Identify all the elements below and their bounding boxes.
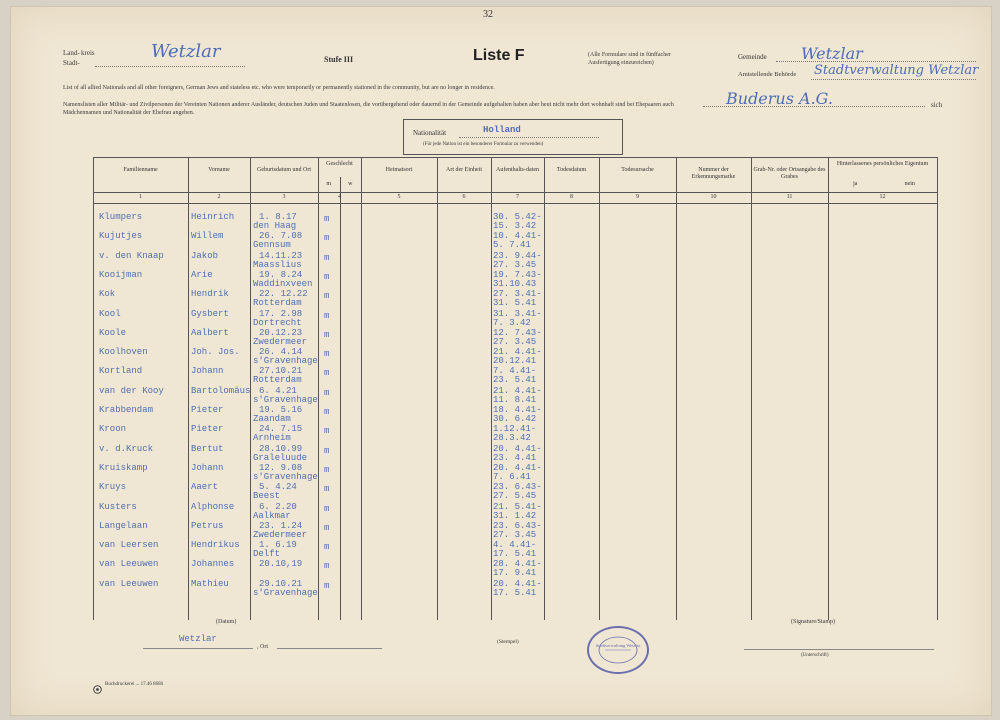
sich-label: sich bbox=[931, 101, 943, 109]
column-header: Heimatsort bbox=[385, 167, 413, 173]
cell-birth-place: den Haag bbox=[253, 221, 297, 231]
cell-birth-place: s'Gravenhage bbox=[253, 471, 318, 482]
cell-birth-date: 1. 8.17 bbox=[259, 212, 297, 222]
cell-stay-from: 27. 3.41- bbox=[493, 289, 542, 300]
cell-stay-from: 18. 4.41- bbox=[493, 405, 542, 415]
cell-birth-place: Delft bbox=[253, 549, 281, 560]
cell-birth-place: Graleluude bbox=[253, 452, 308, 463]
kreis-suffix-label: kreis bbox=[81, 49, 95, 57]
cell-sex: m bbox=[324, 310, 330, 321]
cell-surname: v. d.Kruck bbox=[99, 443, 154, 454]
table-row bbox=[93, 559, 937, 580]
column-number: 6 bbox=[462, 194, 466, 200]
behoerde-label: Amtstellende Behörde bbox=[738, 71, 797, 78]
table-row bbox=[93, 463, 937, 484]
cell-birth-date: 12. 9.08 bbox=[259, 462, 303, 473]
cell-surname: Kujutjes bbox=[99, 231, 143, 242]
cell-first-name: Aalbert bbox=[191, 327, 229, 338]
cell-stay-to: 31. 5.41 bbox=[493, 298, 537, 309]
nationalitaet-label: Nationalität bbox=[413, 129, 447, 137]
unterschrift-label: (Unterschrift) bbox=[801, 653, 829, 658]
cell-sex: m bbox=[324, 445, 330, 456]
table-row bbox=[93, 540, 937, 561]
cell-birth-place: s'Gravenhage bbox=[253, 587, 318, 598]
cell-stay-to: 23. 4.41 bbox=[493, 452, 537, 463]
cell-sex: m bbox=[324, 214, 330, 224]
cell-sex: m bbox=[324, 252, 330, 263]
table-row bbox=[93, 231, 937, 252]
column-header: Grab-Nr. oder Ortsangabe des Grabes bbox=[753, 167, 826, 180]
cell-birth-date: 22. 12.22 bbox=[259, 289, 308, 300]
cell-first-name: Petrus bbox=[191, 520, 224, 531]
cell-first-name: Arie bbox=[191, 269, 213, 280]
cell-birth-place: Waddinxveen bbox=[253, 278, 313, 289]
column-number: 8 bbox=[570, 194, 573, 200]
cell-first-name: Hendrikus bbox=[191, 540, 240, 551]
stempel-label: (Stempel) bbox=[497, 639, 519, 645]
cell-stay-to: 27. 3.45 bbox=[493, 259, 537, 270]
cell-first-name: Mathieu bbox=[191, 578, 229, 589]
cell-stay-to: 31.10.43 bbox=[493, 278, 537, 289]
cell-sex: m bbox=[324, 368, 330, 379]
cell-stay-to: 20.12.41 bbox=[493, 356, 537, 367]
cell-surname: Langelaan bbox=[99, 520, 148, 531]
cell-surname: van Leersen bbox=[99, 540, 159, 551]
cell-birth-place: Aalkmar bbox=[253, 510, 291, 521]
cell-sex: m bbox=[324, 271, 330, 282]
cell-first-name: Pieter bbox=[191, 424, 224, 435]
cell-stay-from: 7. 4.41- bbox=[493, 366, 537, 377]
cell-surname: Kool bbox=[99, 308, 121, 319]
cell-stay-to: 17. 9.41 bbox=[493, 568, 537, 579]
stamp-seal-icon bbox=[589, 628, 647, 672]
column-number: 3 bbox=[282, 194, 286, 200]
column-header: Hinterlassenes persönliches Eigentum bbox=[836, 161, 929, 167]
column-subheader: ja bbox=[853, 181, 858, 187]
cell-birth-date: 26. 4.14 bbox=[259, 347, 303, 358]
column-header: Aufenthalts-daten bbox=[496, 167, 539, 173]
cell-birth-place: Arnheim bbox=[253, 433, 291, 444]
firm-value: Buderus A.G. bbox=[726, 89, 833, 108]
cell-sex: m bbox=[324, 329, 330, 340]
cell-sex: m bbox=[324, 503, 330, 514]
cell-stay-from: 1.12.41- bbox=[493, 424, 537, 435]
cell-stay-from: 10. 4.41- bbox=[493, 231, 542, 242]
cell-birth-date: 27.10.21 bbox=[259, 366, 303, 377]
cell-sex: m bbox=[324, 580, 330, 591]
cell-stay-to: 5. 7.41 bbox=[493, 240, 531, 251]
column-divider bbox=[937, 157, 938, 620]
cell-stay-to: 23. 5.41 bbox=[493, 375, 537, 386]
column-header: Geburtsdatum und Ort bbox=[257, 167, 311, 173]
cell-birth-place: Rotterdam bbox=[253, 375, 302, 386]
cell-stay-to: 30. 6.42 bbox=[493, 414, 537, 424]
forms-note: (Alle Formulare sind in fünffacher Ausfertigung einzureichen) bbox=[588, 52, 671, 66]
cell-stay-from: 23. 6.43- bbox=[493, 520, 542, 531]
cell-first-name: Hendrik bbox=[191, 289, 229, 300]
cell-birth-date: 14.11.23 bbox=[259, 250, 303, 261]
cell-stay-from: 20. 4.41- bbox=[493, 578, 542, 589]
table-row bbox=[93, 386, 937, 407]
gemeinde-value: Wetzlar bbox=[801, 44, 863, 63]
cell-birth-date: 1. 6.19 bbox=[259, 540, 297, 551]
column-subheader: w bbox=[348, 181, 353, 187]
cell-first-name: Bertut bbox=[191, 443, 224, 454]
table-row bbox=[93, 482, 937, 503]
column-subheader: m bbox=[326, 181, 332, 187]
cell-stay-to: 17. 5.41 bbox=[493, 587, 537, 598]
cell-first-name: Gysbert bbox=[191, 308, 229, 319]
cell-sex: m bbox=[324, 349, 330, 360]
cell-surname: van Leeuwen bbox=[99, 578, 159, 589]
cell-stay-from: 19. 7.43- bbox=[493, 269, 542, 280]
cell-birth-place: Beest bbox=[253, 491, 281, 502]
cell-sex: m bbox=[324, 291, 330, 302]
cell-surname: Koolhoven bbox=[99, 347, 148, 358]
cell-stay-to: 31. 1.42 bbox=[493, 510, 537, 521]
column-number: 5 bbox=[397, 194, 401, 200]
cell-sex: m bbox=[324, 426, 330, 437]
ort-label: , Ort bbox=[257, 644, 268, 650]
table-row bbox=[93, 328, 937, 349]
cell-birth-place: s'Gravenhage bbox=[253, 394, 318, 405]
cell-stay-from: 21. 4.41- bbox=[493, 347, 542, 358]
column-header: Todesdatum bbox=[556, 167, 587, 173]
cell-surname: Kroon bbox=[99, 424, 127, 435]
nationalitaet-note: (Für jede Nation ist ein besonderer Formular zu verwenden) bbox=[423, 142, 544, 147]
printer-note: Buchdruckerei ... 17.46 8686 bbox=[105, 682, 164, 687]
table-row bbox=[93, 521, 937, 542]
cell-surname: v. den Knaap bbox=[99, 250, 164, 261]
place-value: Wetzlar bbox=[179, 634, 217, 644]
cell-first-name: Aaert bbox=[191, 482, 219, 493]
kreis-value: Wetzlar bbox=[151, 41, 221, 62]
cell-birth-place: Zwedermeer bbox=[253, 529, 308, 540]
column-number: 4 bbox=[338, 194, 341, 200]
cell-stay-to: 7. 3.42 bbox=[493, 317, 531, 328]
cell-sex: m bbox=[324, 484, 330, 495]
printer-mark-icon bbox=[93, 681, 102, 699]
behoerde-value: Stadtverwaltung Wetzlar bbox=[814, 63, 979, 78]
stamp-text: Stadtverwaltung Wetzlar bbox=[595, 643, 641, 648]
column-number: 9 bbox=[636, 194, 639, 200]
cell-stay-from: 28. 4.41- bbox=[493, 559, 542, 570]
column-number: 1 bbox=[139, 194, 142, 200]
cell-first-name: Johann bbox=[191, 462, 224, 473]
cell-first-name: Bartolomäus bbox=[191, 385, 251, 396]
cell-first-name: Johannes bbox=[191, 559, 235, 570]
cell-birth-date: 17. 2.98 bbox=[259, 308, 303, 319]
cell-birth-date: 29.10.21 bbox=[259, 578, 303, 589]
cell-first-name: Alphonse bbox=[191, 501, 235, 512]
cell-stay-from: 20. 4.41- bbox=[493, 443, 542, 454]
column-header: Art der Einheit bbox=[446, 167, 482, 173]
cell-surname: van der Kooy bbox=[99, 385, 164, 396]
table-row bbox=[93, 251, 937, 272]
cell-stay-to: 17. 5.41 bbox=[493, 549, 537, 560]
date-label: (Datum) bbox=[216, 619, 237, 625]
cell-stay-from: 23. 6.43- bbox=[493, 482, 542, 493]
cell-surname: Kruiskamp bbox=[99, 462, 148, 473]
cell-surname: Kruys bbox=[99, 482, 127, 493]
signature-label: (Signature/Stamp) bbox=[791, 619, 835, 625]
cell-birth-place: Zaandam bbox=[253, 414, 291, 424]
cell-birth-place: Gennsum bbox=[253, 240, 291, 251]
official-stamp bbox=[587, 626, 649, 674]
cell-surname: Koole bbox=[99, 327, 127, 338]
page-number: 32 bbox=[483, 9, 493, 20]
gemeinde-label: Gemeinde bbox=[738, 53, 767, 61]
column-header: Todesursache bbox=[621, 167, 654, 173]
nationalitaet-value: Holland bbox=[483, 125, 521, 135]
cell-stay-to: 27. 3.45 bbox=[493, 336, 537, 347]
column-header: Vorname bbox=[208, 167, 230, 173]
cell-stay-to: 27. 5.45 bbox=[493, 491, 537, 502]
stufe-label: Stufe III bbox=[324, 55, 354, 64]
cell-birth-place: Zwedermeer bbox=[253, 336, 308, 347]
table-row bbox=[93, 424, 937, 445]
cell-sex: m bbox=[324, 561, 330, 572]
cell-surname: Kusters bbox=[99, 501, 137, 512]
cell-birth-date: 20.10,19 bbox=[259, 559, 303, 570]
cell-first-name: Joh. Jos. bbox=[191, 347, 240, 358]
cell-birth-date: 23. 1.24 bbox=[259, 520, 303, 531]
cell-sex: m bbox=[324, 387, 330, 398]
table-row bbox=[93, 579, 937, 600]
cell-stay-from: 21. 5.41- bbox=[493, 501, 542, 512]
cell-stay-to: 7. 6.41 bbox=[493, 471, 531, 482]
table-row bbox=[93, 289, 937, 310]
document-sheet bbox=[10, 6, 992, 716]
cell-birth-date: 6. 2.20 bbox=[259, 501, 297, 512]
liste-title: Liste F bbox=[473, 47, 525, 64]
cell-birth-place: Rotterdam bbox=[253, 298, 302, 309]
english-intro: List of all allied Nationals and all other foreigners, German Jews and stateless etc. who were temporarily or permanently stationed in the community, but are no longer in residence. bbox=[63, 85, 495, 91]
table-row bbox=[93, 444, 937, 465]
cell-surname: Klumpers bbox=[99, 212, 143, 222]
cell-stay-to: 27. 3.45 bbox=[493, 529, 537, 540]
cell-sex: m bbox=[324, 233, 330, 244]
cell-first-name: Heinrich bbox=[191, 212, 235, 222]
column-number: 10 bbox=[710, 194, 717, 200]
table-row bbox=[93, 347, 937, 368]
table-row bbox=[93, 502, 937, 523]
cell-sex: m bbox=[324, 542, 330, 553]
cell-sex: m bbox=[324, 522, 330, 533]
cell-birth-date: 5. 4.24 bbox=[259, 482, 297, 493]
cell-sex: m bbox=[324, 407, 330, 417]
cell-stay-from: 31. 3.41- bbox=[493, 308, 542, 319]
cell-birth-place: Dortrecht bbox=[253, 317, 302, 328]
cell-birth-place: Maasslius bbox=[253, 259, 302, 270]
column-header: Nummer der Erkennungsmarke bbox=[691, 167, 736, 180]
cell-first-name: Pieter bbox=[191, 405, 224, 415]
land-kreis-label: Land- bbox=[63, 49, 80, 57]
table-row bbox=[93, 270, 937, 291]
cell-birth-date: 19. 5.16 bbox=[259, 405, 303, 415]
cell-first-name: Johann bbox=[191, 366, 224, 377]
cell-surname: Kok bbox=[99, 289, 116, 300]
cell-birth-date: 19. 8.24 bbox=[259, 269, 303, 280]
cell-stay-to: 28.3.42 bbox=[493, 433, 531, 444]
cell-birth-date: 20.12.23 bbox=[259, 327, 303, 338]
cell-first-name: Jakob bbox=[191, 250, 219, 261]
stadt-label: Stadt- bbox=[63, 59, 80, 67]
table-row bbox=[93, 366, 937, 387]
cell-surname: van Leeuwen bbox=[99, 559, 159, 570]
cell-stay-from: 21. 4.41- bbox=[493, 385, 542, 396]
table-row bbox=[93, 309, 937, 330]
cell-stay-from: 30. 5.42- bbox=[493, 212, 542, 222]
cell-sex: m bbox=[324, 464, 330, 475]
cell-stay-to: 15. 3.42 bbox=[493, 221, 537, 231]
column-number: 7 bbox=[516, 194, 519, 200]
cell-stay-to: 11. 8.41 bbox=[493, 394, 537, 405]
cell-birth-date: 26. 7.08 bbox=[259, 231, 303, 242]
cell-surname: Krabbendam bbox=[99, 405, 154, 415]
german-intro: Namenslisten aller Militär- und Zivilpersonen der Vereinten Nationen anderer Ausländer, deutschen Juden und Staatenlosen, die vorübergehend oder dauernd in der Gemeinde aufgehalten haben aber heut nicht mehr dort wohnhaft sind bei Ehepaaren auch Mädchennamen und Nationalität der Ehefrau angeben. bbox=[63, 102, 674, 116]
cell-birth-place: s'Gravenhage bbox=[253, 356, 318, 367]
column-header: Familienname bbox=[123, 167, 158, 173]
column-number: 12 bbox=[879, 194, 886, 200]
table-row bbox=[93, 405, 937, 426]
column-number: 11 bbox=[786, 194, 793, 200]
cell-surname: Kooijman bbox=[99, 269, 143, 280]
cell-stay-from: 4. 4.41- bbox=[493, 540, 537, 551]
column-subheader: nein bbox=[904, 181, 915, 187]
cell-stay-from: 23. 9.44- bbox=[493, 250, 542, 261]
cell-stay-from: 12. 7.43- bbox=[493, 327, 542, 338]
table-row bbox=[93, 212, 937, 233]
cell-birth-date: 6. 4.21 bbox=[259, 385, 297, 396]
column-number: 2 bbox=[217, 194, 221, 200]
cell-stay-from: 20. 4.41- bbox=[493, 462, 542, 473]
cell-surname: Kortland bbox=[99, 366, 143, 377]
listing-table bbox=[93, 157, 937, 620]
cell-birth-date: 28.10.99 bbox=[259, 443, 303, 454]
cell-first-name: Willem bbox=[191, 231, 224, 242]
column-header: Geschlecht bbox=[326, 161, 353, 167]
cell-birth-date: 24. 7.15 bbox=[259, 424, 303, 435]
